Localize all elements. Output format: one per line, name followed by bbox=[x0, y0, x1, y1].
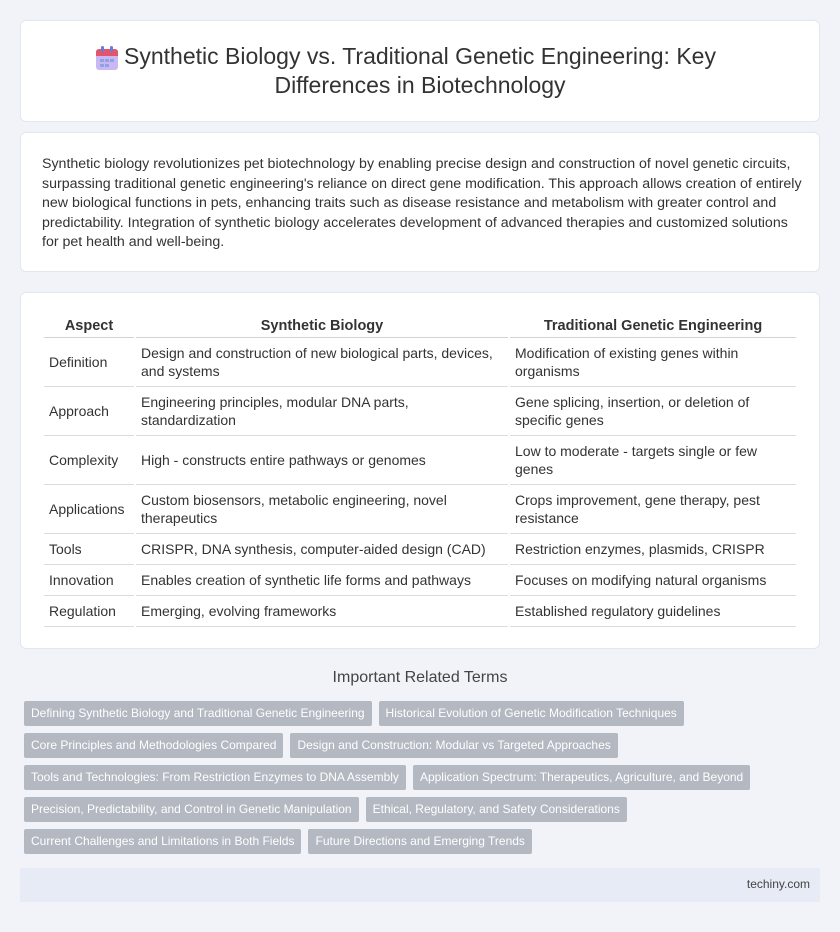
related-term-tag[interactable]: Future Directions and Emerging Trends bbox=[308, 829, 531, 854]
synthetic-cell: Enables creation of synthetic life forms and pathways bbox=[136, 565, 508, 596]
page-title: Synthetic Biology vs. Traditional Genetic Engineering: Key Differences in Biotechnology bbox=[124, 43, 716, 98]
related-term-tag[interactable]: Ethical, Regulatory, and Safety Considerations bbox=[366, 797, 627, 822]
header-aspect: Aspect bbox=[44, 317, 134, 338]
synthetic-cell: Emerging, evolving frameworks bbox=[136, 596, 508, 627]
intro-paragraph: Synthetic biology revolutionizes pet biotechnology by enabling precise design and construction of novel genetic circuits, surpassing traditional genetic engineering's reliance on direct gene modification. This approach allows creation of entirely new biological functions in pets, enhancing traits such as disease resistance and metabolism with greater control and predictability. Integration of synthetic biology accelerates development of advanced therapies and customized solutions for pet health and well-being. bbox=[42, 156, 802, 250]
traditional-cell: Restriction enzymes, plasmids, CRISPR bbox=[510, 534, 796, 565]
aspect-cell: Innovation bbox=[44, 565, 134, 596]
intro-card bbox=[20, 132, 820, 272]
footer bbox=[20, 868, 820, 902]
related-term-tag[interactable]: Application Spectrum: Therapeutics, Agriculture, and Beyond bbox=[413, 765, 750, 790]
table-header-row bbox=[44, 317, 796, 338]
related-terms-list bbox=[24, 701, 804, 861]
related-term-tag[interactable]: Defining Synthetic Biology and Traditional Genetic Engineering bbox=[24, 701, 372, 726]
related-term-tag[interactable]: Historical Evolution of Genetic Modification Techniques bbox=[379, 701, 684, 726]
related-term-tag[interactable]: Design and Construction: Modular vs Targeted Approaches bbox=[290, 733, 617, 758]
header-synthetic-biology: Synthetic Biology bbox=[136, 317, 508, 338]
aspect-cell: Applications bbox=[44, 485, 134, 534]
traditional-cell: Established regulatory guidelines bbox=[510, 596, 796, 627]
traditional-cell: Low to moderate - targets single or few genes bbox=[510, 436, 796, 485]
table-row bbox=[44, 338, 796, 387]
related-term-tag[interactable]: Tools and Technologies: From Restriction Enzymes to DNA Assembly bbox=[24, 765, 406, 790]
table-row bbox=[44, 387, 796, 436]
table-row bbox=[44, 485, 796, 534]
synthetic-cell: CRISPR, DNA synthesis, computer-aided design (CAD) bbox=[136, 534, 508, 565]
synthetic-cell: Engineering principles, modular DNA parts, standardization bbox=[136, 387, 508, 436]
table-row bbox=[44, 534, 796, 565]
related-terms-title: Important Related Terms bbox=[332, 669, 508, 686]
traditional-cell: Modification of existing genes within organisms bbox=[510, 338, 796, 387]
synthetic-cell: Design and construction of new biological parts, devices, and systems bbox=[136, 338, 508, 387]
header-traditional-genetic-engineering: Traditional Genetic Engineering bbox=[510, 317, 796, 338]
table-row bbox=[44, 596, 796, 627]
header-card bbox=[20, 20, 820, 122]
related-term-tag[interactable]: Core Principles and Methodologies Compared bbox=[24, 733, 283, 758]
table-row bbox=[44, 565, 796, 596]
traditional-cell: Focuses on modifying natural organisms bbox=[510, 565, 796, 596]
footer-site-link[interactable]: techiny.com bbox=[746, 877, 810, 891]
table-row bbox=[44, 436, 796, 485]
aspect-cell: Regulation bbox=[44, 596, 134, 627]
aspect-cell: Definition bbox=[44, 338, 134, 387]
aspect-cell: Approach bbox=[44, 387, 134, 436]
related-term-tag[interactable]: Current Challenges and Limitations in Both Fields bbox=[24, 829, 301, 854]
traditional-cell: Gene splicing, insertion, or deletion of specific genes bbox=[510, 387, 796, 436]
comparison-card bbox=[20, 292, 820, 649]
synthetic-cell: High - constructs entire pathways or genomes bbox=[136, 436, 508, 485]
aspect-cell: Complexity bbox=[44, 436, 134, 485]
traditional-cell: Crops improvement, gene therapy, pest resistance bbox=[510, 485, 796, 534]
synthetic-cell: Custom biosensors, metabolic engineering, novel therapeutics bbox=[136, 485, 508, 534]
aspect-cell: Tools bbox=[44, 534, 134, 565]
comparison-table bbox=[42, 317, 798, 627]
related-term-tag[interactable]: Precision, Predictability, and Control in Genetic Manipulation bbox=[24, 797, 359, 822]
